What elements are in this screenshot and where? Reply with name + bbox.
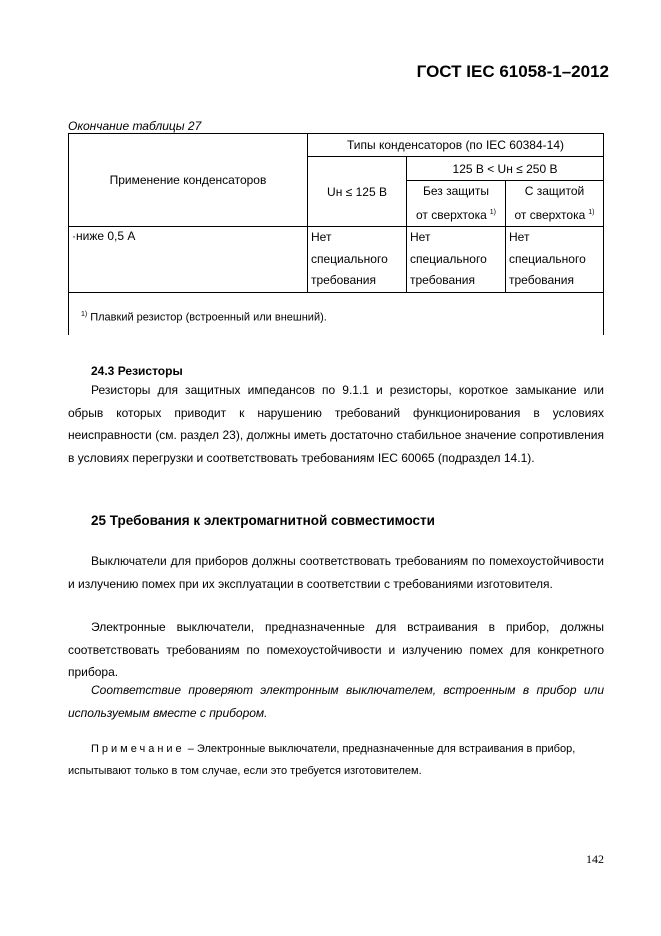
- document-header: ГОСТ IEC 61058-1–2012: [416, 62, 609, 81]
- section-25-note: [68, 738, 604, 782]
- header-application: Применение конденсаторов: [69, 134, 308, 227]
- section-25-para2: Электронные выключатели, предназначенные для встраивания в прибор, должны соответствовать требованиям по помехоустойчивости и излучению помех для конкретного прибора.: [68, 620, 604, 679]
- section-25-compliance: Соответствие проверяют электронным выключателем, встроенным в прибор или используемым вместе с прибором.: [68, 683, 604, 720]
- header-un-range: 125 В < Uн ≤ 250 В: [407, 157, 604, 181]
- capacitor-table: [68, 133, 604, 335]
- header-un-low: Uн ≤ 125 В: [308, 157, 407, 227]
- section-24-3-title: 24.3 Резисторы: [91, 364, 183, 378]
- cell-with-protection: Нет специального требования: [506, 227, 604, 293]
- note-label: Примечание: [91, 743, 185, 755]
- table-caption: Окончание таблицы 27: [68, 119, 202, 133]
- header-no-protection: Без защиты от сверхтока $^{1)}$: [407, 181, 506, 227]
- header-with-protection: С защитой от сверхтока $^{1)}$: [506, 181, 604, 227]
- note-text: – Электронные выключатели, предназначенные для встраивания в прибор, испытывают только в том случае, если это требуется изготовителем.: [68, 743, 576, 777]
- section-25-title: 25 Требования к электромагнитной совместимости: [91, 513, 435, 528]
- header-capacitor-types: Типы конденсаторов (по IEC 60384-14): [308, 134, 604, 157]
- cell-un-low: Нет специального требования: [308, 227, 407, 293]
- page-number: 142: [586, 852, 604, 866]
- section-25-para1: Выключатели для приборов должны соответствовать требованиям по помехоустойчивости и излучению помех при их эксплуатации в соответствии с требованиями изготовителя.: [68, 554, 604, 591]
- section-24-3-text: Резисторы для защитных импедансов по 9.1.1 и резисторы, короткое замыкание или обрыв которых приводит к нарушению требований функционирования в условиях неисправности (см. раздел 23), должны иметь достаточно стабильное значение сопротивления в условиях перегрузки и соответствовать требованиям IEC 60065 (подраздел 14.1).: [68, 383, 604, 465]
- row-label-cell: ·ниже 0,5 А: [69, 227, 308, 293]
- cell-no-protection: Нет специального требования: [407, 227, 506, 293]
- table-footnote: $^{1)}$ Плавкий резистор (встроенный или внешний).: [69, 292, 604, 335]
